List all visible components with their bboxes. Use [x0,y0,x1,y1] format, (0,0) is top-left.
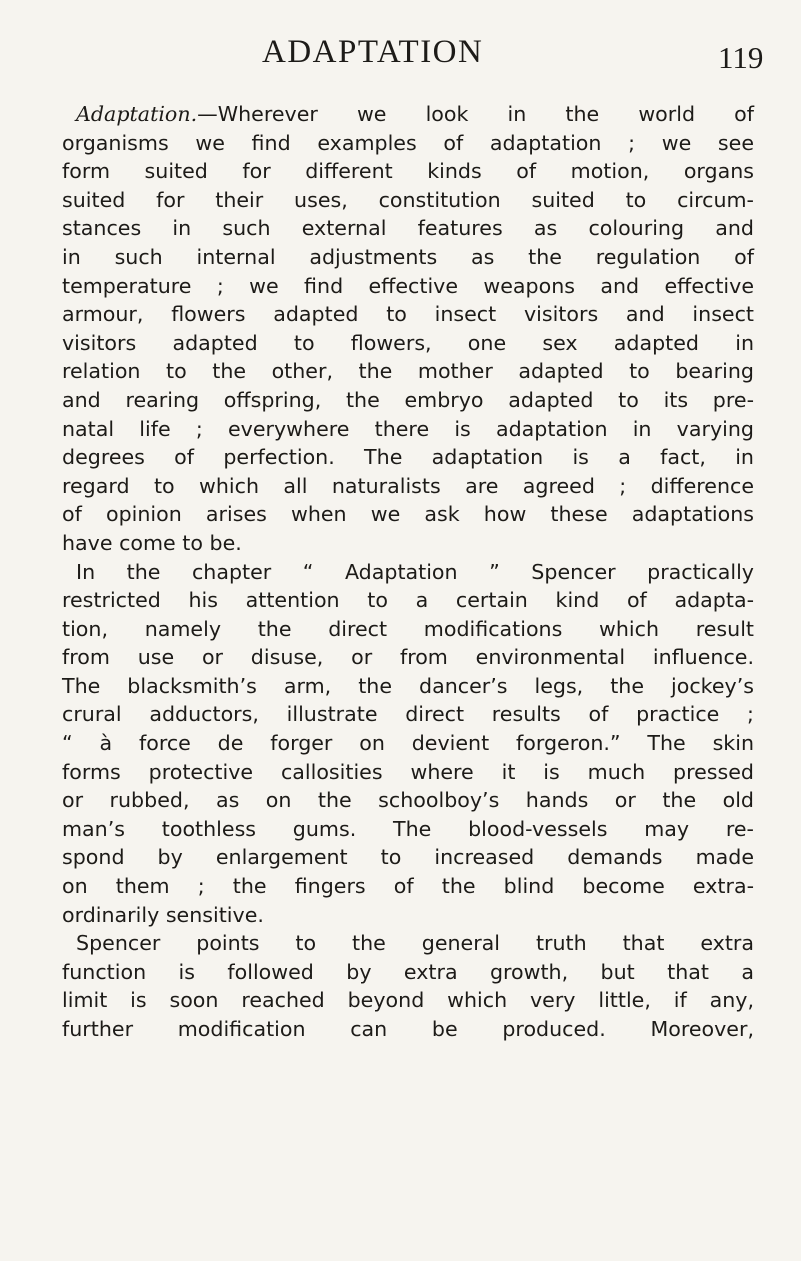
line-text: —Wherever we look in the world of [197,102,754,126]
paragraph-2 [62,558,754,930]
text-line: regard to which all naturalists are agreed ; difference [62,473,754,498]
text-line: relation to the other, the mother adapted to bearing [62,359,754,384]
text-line: have come to be. [62,530,242,555]
text-line: visitors adapted to flowers, one sex adapted in [62,330,754,355]
text-line: organisms we find examples of adaptation ; we see [62,130,754,155]
text-line: function is followed by extra growth, but that a [62,959,754,984]
text-line: or rubbed, as on the schoolboy’s hands or the old [62,788,754,813]
text-line: and rearing offspring, the embryo adapted to its pre- [62,387,754,412]
text-line [62,100,754,129]
running-head [0,32,801,75]
text-line: Spencer points to the general truth that extra [76,931,754,956]
text-line: man’s toothless gums. The blood-vessels may re- [62,816,754,841]
text-line: “ à force de forger on devient forgeron.” The skin [62,731,754,756]
text-line: armour, flowers adapted to insect visitors and insect [62,302,754,327]
text-line: spond by enlargement to increased demands made [62,845,754,870]
running-title: ADAPTATION [262,34,484,70]
text-line: form suited for different kinds of motion, organs [62,159,754,184]
text-line: in such internal adjustments as the regulation of [62,244,754,269]
text-line: restricted his attention to a certain kind of adapta- [62,588,754,613]
text-line: crural adductors, illustrate direct results of practice ; [62,702,754,727]
text-line: natal life ; everywhere there is adaptation in varying [62,416,754,441]
page-number: 119 [718,40,764,75]
text-line: limit is soon reached beyond which very little, if any, [62,988,754,1013]
paragraph-1 [62,100,754,558]
text-line: further modification can be produced. Moreover, [62,1017,754,1041]
text-line: stances in such external features as colouring and [62,216,754,241]
italic-lead: Adaptation. [76,102,198,126]
text-line: temperature ; we find effective weapons and effective [62,273,754,298]
text-line: from use or disuse, or from environmental influence. [62,645,754,670]
text-line: degrees of perfection. The adaptation is a fact, in [62,445,754,470]
paragraph-3 [62,929,754,1043]
text-line: ordinarily sensitive. [62,902,264,927]
text-line: suited for their uses, constitution suited to circum- [62,187,754,212]
text-line: tion, namely the direct modifications which result [62,616,754,641]
text-line: of opinion arises when we ask how these adaptations [62,502,754,527]
body-text [62,100,754,1044]
text-line: on them ; the fingers of the blind become extra- [62,874,754,899]
text-line: In the chapter “ Adaptation ” Spencer practically [76,559,754,584]
text-line: The blacksmith’s arm, the dancer’s legs, the jockey’s [62,673,754,698]
text-line: forms protective callosities where it is much pressed [62,759,754,784]
